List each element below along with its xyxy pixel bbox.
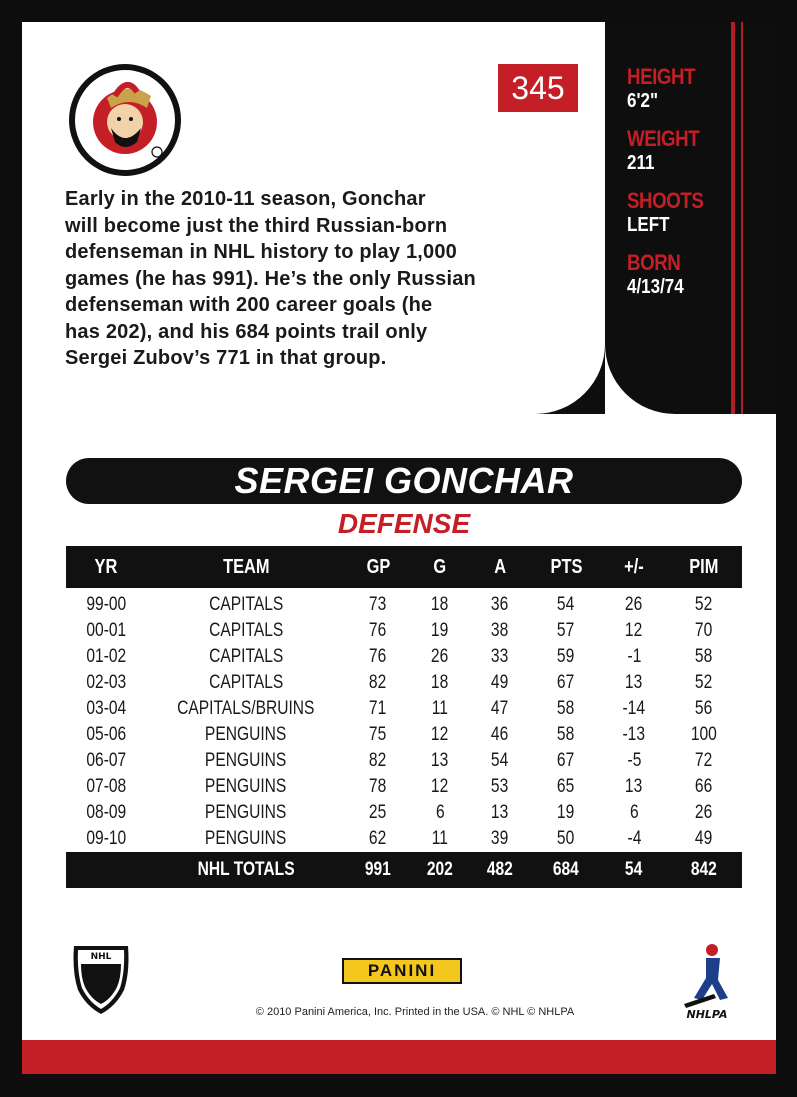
gp-cell: 76 xyxy=(369,620,387,641)
a-cell: 38 xyxy=(491,620,509,641)
team-cell: PENGUINS xyxy=(205,802,287,823)
stats-header-row xyxy=(66,546,742,588)
g-cell: 19 xyxy=(431,620,449,641)
season-cell: 01-02 xyxy=(86,646,126,667)
pts-cell: 58 xyxy=(557,698,575,719)
pts-cell: 50 xyxy=(557,828,575,849)
plus-minus-cell: 13 xyxy=(625,672,643,693)
season-cell: 05-06 xyxy=(86,724,126,745)
vitals-stripe xyxy=(731,22,735,414)
player-position: DEFENSE xyxy=(337,508,471,539)
bio-line: defenseman in NHL history to play 1,000 xyxy=(65,241,457,263)
g-cell: 6 xyxy=(435,802,445,823)
team-cell: CAPITALS xyxy=(208,620,284,641)
pim-cell: 58 xyxy=(695,646,713,667)
player-name: SERGEI GONCHAR xyxy=(234,460,574,501)
col-header-pts: PTS xyxy=(530,546,602,588)
table-row xyxy=(66,722,742,748)
totals-gp-cell: 991 xyxy=(346,852,410,888)
pim-cell: 100 xyxy=(690,724,717,745)
totals-pts-cell: 684 xyxy=(530,852,602,888)
gp-cell: 78 xyxy=(369,776,387,797)
born-label: BORN xyxy=(627,250,681,275)
pim-cell: 72 xyxy=(695,750,713,771)
weight-label: WEIGHT xyxy=(627,126,700,151)
season-cell: 09-10 xyxy=(86,828,126,849)
table-row xyxy=(66,670,742,696)
table-row xyxy=(66,588,742,618)
season-cell: 02-03 xyxy=(86,672,126,693)
stats-table xyxy=(66,546,742,888)
table-row xyxy=(66,618,742,644)
gp-cell: 75 xyxy=(369,724,387,745)
pts-cell: 57 xyxy=(557,620,575,641)
pts-cell: 65 xyxy=(557,776,575,797)
a-cell: 54 xyxy=(491,750,509,771)
pim-cell: 52 xyxy=(695,672,713,693)
senators-logo-icon xyxy=(67,62,183,178)
col-header-g: G xyxy=(410,546,470,588)
pim-cell: 56 xyxy=(695,698,713,719)
team-cell: PENGUINS xyxy=(205,828,287,849)
card-number: 345 xyxy=(498,64,578,112)
weight-value: 211 xyxy=(627,152,655,174)
copyright-text: © 2010 Panini America, Inc. Printed in the USA. © NHL © NHLPA xyxy=(255,1006,575,1018)
pts-cell: 19 xyxy=(557,802,575,823)
bio-line: has 202), and his 684 points trail only xyxy=(65,320,428,343)
bio-line: defenseman with 200 career goals (he xyxy=(65,294,433,316)
plus-minus-cell: -4 xyxy=(627,828,641,849)
gp-cell: 82 xyxy=(369,750,387,771)
plus-minus-cell: -14 xyxy=(622,698,646,719)
a-cell: 33 xyxy=(491,646,509,667)
a-cell: 53 xyxy=(491,776,509,797)
a-cell: 13 xyxy=(491,802,509,823)
nhlpa-logo-icon xyxy=(674,940,740,1022)
totals-row xyxy=(66,852,742,888)
col-header-plus-minus: +/- xyxy=(602,546,666,588)
table-row xyxy=(66,774,742,800)
g-cell: 26 xyxy=(431,646,449,667)
plus-minus-cell: -1 xyxy=(627,646,641,667)
pts-cell: 58 xyxy=(557,724,575,745)
player-bio xyxy=(65,186,565,372)
table-row xyxy=(66,800,742,826)
team-cell: PENGUINS xyxy=(205,750,287,771)
a-cell: 46 xyxy=(491,724,509,745)
totals-pim-cell: 842 xyxy=(666,852,742,888)
g-cell: 18 xyxy=(431,672,449,693)
totals-a-cell: 482 xyxy=(470,852,530,888)
gp-cell: 62 xyxy=(369,828,387,849)
team-cell: PENGUINS xyxy=(205,724,287,745)
bottom-divider xyxy=(22,1038,776,1040)
gp-cell: 82 xyxy=(369,672,387,693)
col-header-pim: PIM xyxy=(666,546,742,588)
shoots-label: SHOOTS xyxy=(627,188,704,213)
bio-line: Early in the 2010-11 season, Gonchar xyxy=(65,188,426,210)
table-row xyxy=(66,826,742,852)
totals-blank-cell xyxy=(66,852,146,888)
col-header-a: A xyxy=(470,546,530,588)
a-cell: 49 xyxy=(491,672,509,693)
pts-cell: 59 xyxy=(557,646,575,667)
pts-cell: 54 xyxy=(557,594,575,615)
nhlpa-text: NHLPA xyxy=(686,1008,728,1021)
pim-cell: 66 xyxy=(695,776,713,797)
team-cell: CAPITALS xyxy=(208,646,284,667)
gp-cell: 76 xyxy=(369,646,387,667)
pim-cell: 52 xyxy=(695,594,713,615)
totals-g-cell: 202 xyxy=(410,852,470,888)
g-cell: 12 xyxy=(431,724,449,745)
season-cell: 08-09 xyxy=(86,802,126,823)
season-cell: 00-01 xyxy=(86,620,126,641)
team-cell: CAPITALS xyxy=(208,672,284,693)
col-header-yr: YR xyxy=(66,546,146,588)
pts-cell: 67 xyxy=(557,672,575,693)
nhl-shield-icon xyxy=(68,942,134,1016)
bio-line: games (he has 991). He’s the only Russian xyxy=(65,267,476,290)
height-label: HEIGHT xyxy=(627,64,696,89)
pts-cell: 67 xyxy=(557,750,575,771)
team-cell: CAPITALS xyxy=(208,594,284,615)
totals-plus-minus-cell: 54 xyxy=(602,852,666,888)
team-cell: PENGUINS xyxy=(205,776,287,797)
pim-cell: 70 xyxy=(695,620,713,641)
table-row xyxy=(66,644,742,670)
table-row xyxy=(66,696,742,722)
team-cell: CAPITALS/BRUINS xyxy=(177,698,315,719)
season-cell: 06-07 xyxy=(86,750,126,771)
plus-minus-cell: -13 xyxy=(622,724,646,745)
bio-line: will become just the third Russian-born xyxy=(65,214,448,237)
pim-cell: 49 xyxy=(695,828,713,849)
gp-cell: 73 xyxy=(369,594,387,615)
pim-cell: 26 xyxy=(695,802,713,823)
plus-minus-cell: 26 xyxy=(625,594,643,615)
g-cell: 11 xyxy=(431,698,449,719)
born-value: 4/13/74 xyxy=(627,276,684,298)
panini-logo: PANINI xyxy=(342,958,462,984)
trading-card-back xyxy=(22,22,776,1074)
g-cell: 11 xyxy=(431,828,449,849)
season-cell: 03-04 xyxy=(86,698,126,719)
a-cell: 47 xyxy=(491,698,509,719)
col-header-team: TEAM xyxy=(146,546,346,588)
plus-minus-cell: 13 xyxy=(625,776,643,797)
vitals-stripe xyxy=(741,22,743,414)
bio-line: Sergei Zubov’s 771 in that group. xyxy=(65,347,387,369)
season-cell: 07-08 xyxy=(86,776,126,797)
plus-minus-cell: 12 xyxy=(625,620,643,641)
gp-cell: 71 xyxy=(369,698,387,719)
nhl-text: NHL xyxy=(90,952,112,962)
season-cell: 99-00 xyxy=(86,594,126,615)
col-header-gp: GP xyxy=(346,546,410,588)
gp-cell: 25 xyxy=(369,802,387,823)
table-row xyxy=(66,748,742,774)
totals-label-cell: NHL TOTALS xyxy=(146,852,346,888)
g-cell: 13 xyxy=(431,750,449,771)
a-cell: 36 xyxy=(491,594,509,615)
g-cell: 18 xyxy=(431,594,449,615)
bottom-bar xyxy=(22,1038,776,1074)
plus-minus-cell: 6 xyxy=(629,802,639,823)
shoots-value: LEFT xyxy=(627,214,670,236)
plus-minus-cell: -5 xyxy=(627,750,641,771)
a-cell: 39 xyxy=(491,828,509,849)
g-cell: 12 xyxy=(431,776,449,797)
height-value: 6'2" xyxy=(627,90,659,112)
